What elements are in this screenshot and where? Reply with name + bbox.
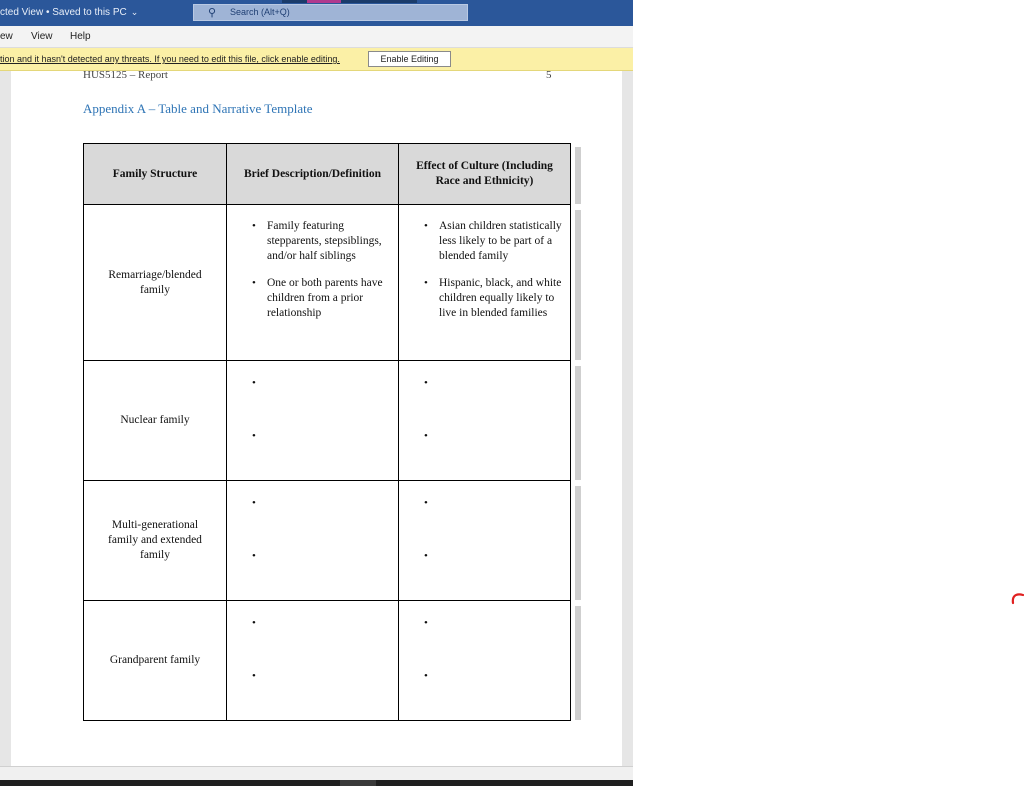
family-structure-cell: Grandparent family (84, 601, 227, 721)
document-status-text: cted View • Saved to this PC (0, 7, 127, 18)
search-icon: ⚲ (208, 7, 217, 19)
bullet-item: • Hispanic, black, and white children equally likely to live in blended families (409, 276, 570, 320)
bullet-item (409, 549, 566, 563)
culture-cell[interactable] (399, 361, 571, 481)
table-shadow (575, 147, 581, 204)
bullet-item (237, 496, 394, 510)
family-structure-cell: Remarriage/blended family (84, 205, 227, 361)
bullet-item (237, 429, 394, 443)
menu-bar (0, 26, 633, 48)
culture-cell[interactable] (399, 205, 571, 361)
description-cell[interactable] (227, 205, 399, 361)
title-accent-highlight (307, 0, 341, 3)
taskbar (0, 780, 633, 786)
family-structure-cell: Nuclear family (84, 361, 227, 481)
bullet-item (237, 669, 394, 683)
table-shadow (575, 486, 581, 600)
page-number: 5 (546, 69, 552, 81)
table-row (84, 361, 571, 481)
chevron-down-icon: ⌄ (130, 7, 139, 17)
column-header-description: Brief Description/Definition (227, 144, 399, 205)
family-structure-cell: Multi-generational family and extended family (84, 481, 227, 601)
table-row (84, 205, 571, 361)
bullet-item (409, 669, 566, 683)
menu-item-help[interactable]: Help (70, 31, 91, 42)
title-bar (0, 0, 633, 26)
table-shadow (575, 606, 581, 720)
search-box[interactable] (193, 4, 468, 21)
table-row (84, 481, 571, 601)
bullet-item (237, 616, 394, 630)
description-cell[interactable] (227, 481, 399, 601)
culture-cell[interactable] (399, 481, 571, 601)
appendix-title: Appendix A – Table and Narrative Template (83, 101, 313, 116)
menu-item-view[interactable]: View (31, 31, 53, 42)
column-header-culture: Effect of Culture (Including Race and Ethnicity) (399, 144, 571, 205)
culture-cell[interactable] (399, 601, 571, 721)
bullet-item (409, 496, 566, 510)
bullet-item (237, 376, 394, 390)
description-cell[interactable] (227, 601, 399, 721)
bullet-item (409, 429, 566, 443)
column-header-family-structure: Family Structure (84, 144, 227, 205)
left-margin (0, 71, 11, 766)
bullet-item (409, 616, 566, 630)
status-bar (0, 766, 633, 780)
table-header-row (84, 144, 571, 205)
bullet-item (409, 376, 566, 390)
enable-editing-button[interactable]: Enable Editing (368, 51, 451, 67)
menu-item-review[interactable]: ew (0, 31, 13, 42)
table-shadow (575, 366, 581, 480)
protected-view-bar (0, 48, 633, 71)
document-page[interactable] (11, 71, 622, 766)
search-placeholder: Search (Alt+Q) (230, 7, 290, 17)
document-status[interactable] (0, 7, 138, 18)
right-margin (622, 71, 633, 766)
title-accent (282, 0, 417, 3)
taskbar-item[interactable] (340, 780, 376, 786)
bullet-item: • Family featuring stepparents, stepsiblings, and/or half siblings (237, 219, 394, 263)
family-structure-table (83, 143, 571, 721)
bullet-item: • One or both parents have children from a prior relationship (237, 276, 394, 320)
bullet-item (237, 549, 394, 563)
page-header-text: HUS5125 – Report (83, 69, 168, 81)
red-annotation-mark (1010, 592, 1024, 606)
table-shadow (575, 210, 581, 360)
bullet-item: • Asian children statistically less likely to be part of a blended family (409, 219, 570, 263)
protected-view-message: tion and it hasn't detected any threats. If you need to edit this file, click enable editing. (0, 54, 340, 64)
description-cell[interactable] (227, 361, 399, 481)
table-row (84, 601, 571, 721)
